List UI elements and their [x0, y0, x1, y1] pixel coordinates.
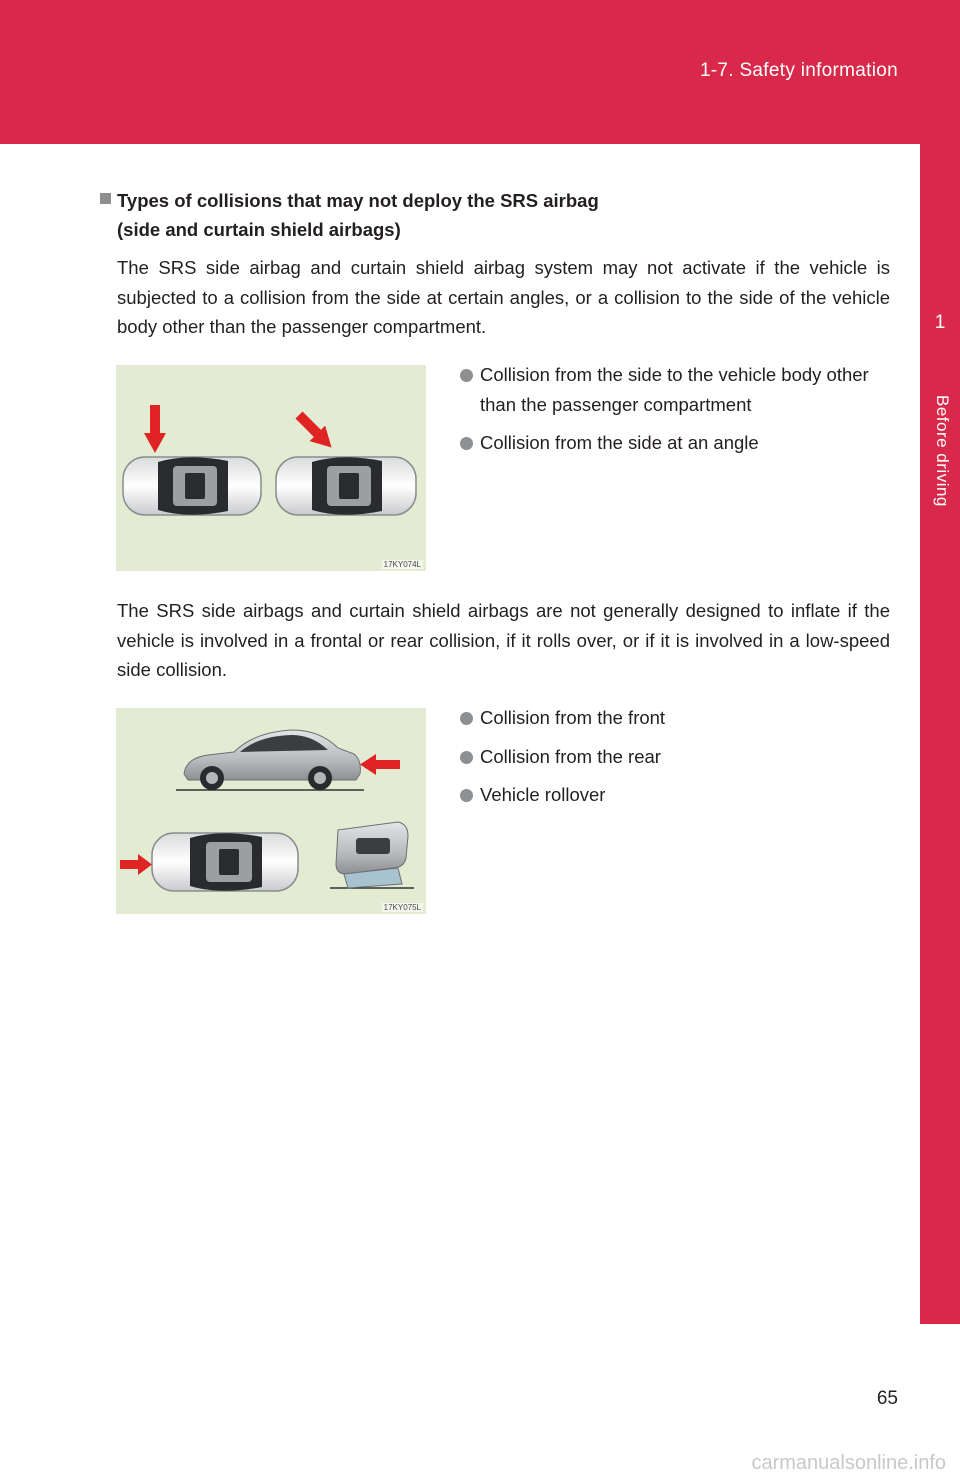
red-arrow-icon: [144, 405, 166, 453]
car-front-rear-rollover-illustration: [116, 708, 426, 914]
header-band: [0, 0, 960, 144]
bullet-dot-icon: [460, 712, 473, 725]
car-rollover-icon: [330, 822, 414, 888]
heading-square-icon: [100, 193, 111, 204]
paragraph-side-collision: The SRS side airbag and curtain shield airbag system may not activate if the vehicle is subjected to a collision from the side at certain angles, or a collision to the side of the vehicle body other than the passenger compartment.: [117, 257, 890, 337]
page-number: 65: [876, 1388, 898, 1409]
section-title: 1-7. Safety information: [699, 60, 898, 81]
chapter-label: Before driving: [933, 395, 952, 507]
paragraph-non-deployment: The SRS side airbags and curtain shield airbags are not generally designed to inflate if the vehicle is involved in a frontal or rear collision, if it rolls over, or if it is involved in a low-speed side collision.: [117, 600, 890, 680]
bullet-item: Vehicle rollover: [433, 780, 893, 810]
bullet-list-side: [433, 360, 893, 467]
red-arrow-icon: [291, 407, 339, 455]
figure-code: 17KY074L: [383, 560, 421, 569]
bullet-item: Collision from the side to the vehicle body other than the passenger compartment: [433, 360, 893, 419]
figure-front-rear-rollover: [116, 708, 426, 914]
bullet-dot-icon: [460, 789, 473, 802]
chapter-number: 1: [934, 312, 946, 333]
red-arrow-icon: [120, 854, 152, 875]
heading-line-1: Types of collisions that may not deploy the SRS airbag: [117, 190, 599, 211]
car-top-view-icon: [276, 457, 416, 515]
car-top-view-icon: [123, 457, 261, 515]
bullet-item: Collision from the side at an angle: [433, 428, 893, 458]
bullet-list-front-rear: [433, 703, 893, 819]
bullet-dot-icon: [460, 751, 473, 764]
heading-line-2: (side and curtain shield airbags): [117, 219, 401, 240]
figure-side-collisions: [116, 365, 426, 571]
car-top-view-icon: [152, 833, 298, 891]
bullet-dot-icon: [460, 437, 473, 450]
bullet-dot-icon: [460, 369, 473, 382]
car-side-view-icon: [176, 730, 364, 790]
red-arrow-icon: [360, 754, 400, 775]
bullet-item: Collision from the rear: [433, 742, 893, 772]
bullet-item: Collision from the front: [433, 703, 893, 733]
figure-code: 17KY075L: [383, 903, 421, 912]
watermark: carmanualsonline.info: [751, 1452, 946, 1474]
car-side-collision-illustration: [116, 365, 426, 571]
section-heading: [100, 186, 840, 244]
